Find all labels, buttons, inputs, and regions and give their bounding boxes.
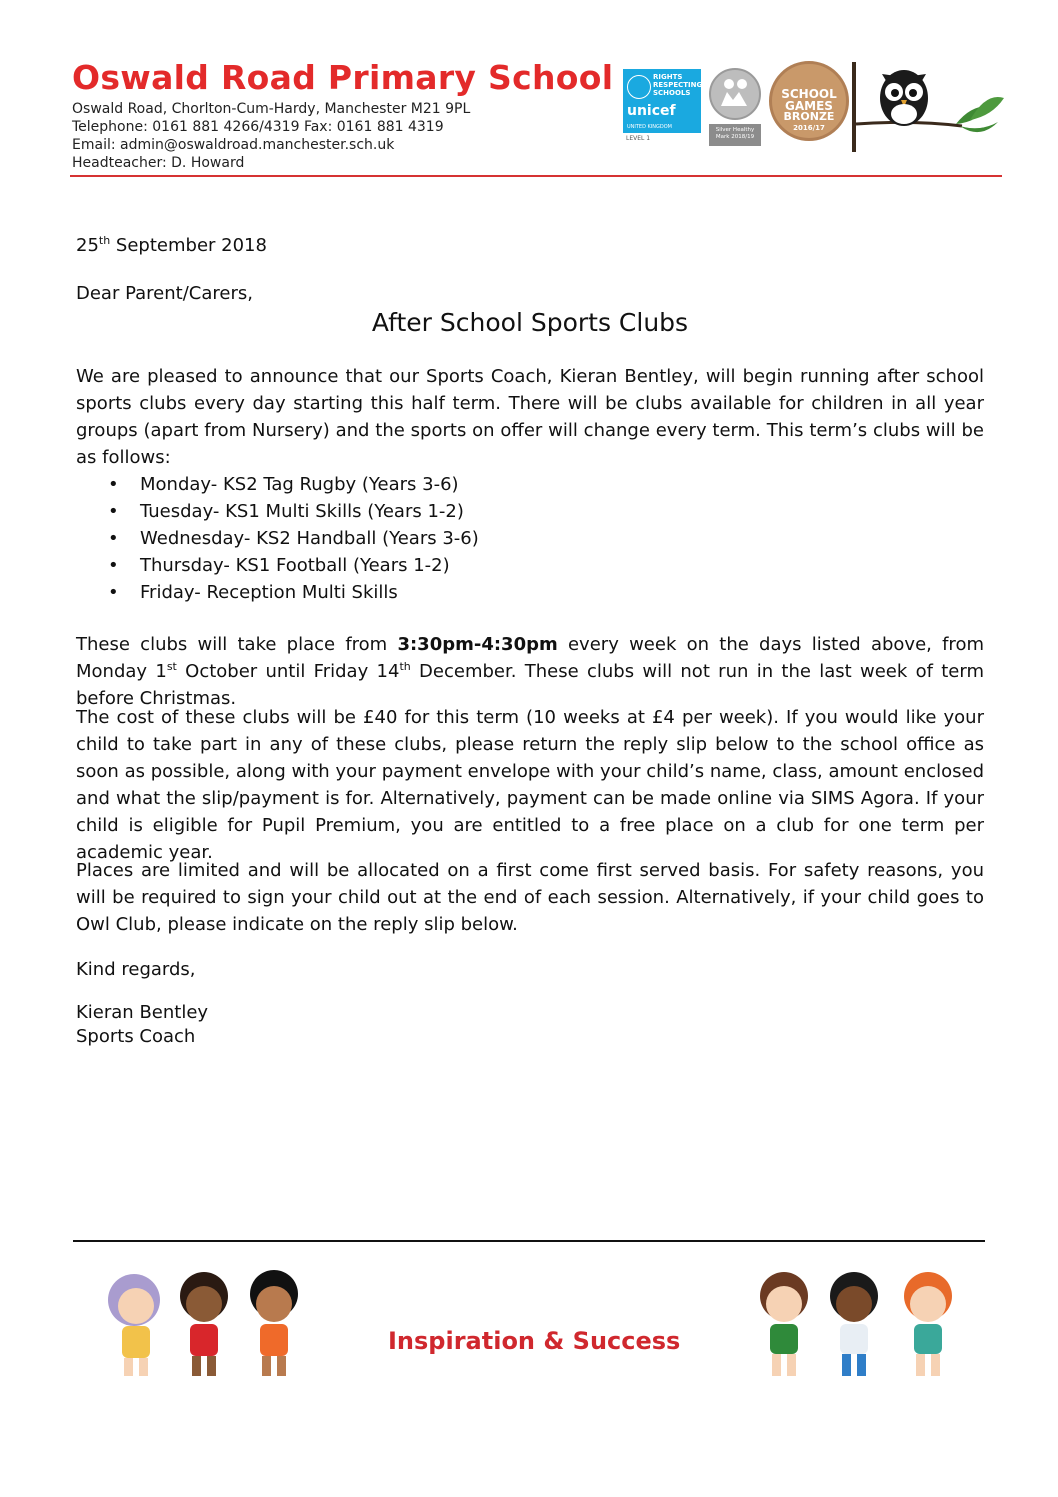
list-item — [76, 525, 676, 552]
date-rest: September 2018 — [110, 235, 267, 256]
sign-off: Kind regards, — [76, 959, 196, 980]
healthy-mark-badge-icon — [709, 68, 761, 120]
letter-title: After School Sports Clubs — [371, 308, 689, 337]
greeting: Dear Parent/Carers, — [76, 283, 253, 304]
unicef-rights-respecting-badge — [623, 69, 701, 133]
list-item — [76, 471, 676, 498]
unicef-badge-text: RIGHTS RESPECTING SCHOOLS — [653, 73, 703, 97]
globe-icon — [627, 75, 651, 99]
footer-divider — [73, 1240, 985, 1242]
times-text-3: October until Friday 14 — [176, 661, 400, 682]
club-time: 3:30pm-4:30pm — [397, 634, 558, 655]
bullet-icon: • — [108, 501, 119, 522]
bullet-icon: • — [108, 555, 119, 576]
owl-on-branch-logo — [852, 62, 1007, 154]
club-friday: Friday- Reception Multi Skills — [140, 582, 398, 603]
times-sup-2: th — [399, 660, 411, 673]
times-paragraph — [76, 631, 984, 712]
date-suffix: th — [98, 234, 111, 247]
unicef-level: LEVEL 1 — [626, 135, 651, 142]
unicef-sub: UNITED KINGDOM — [627, 124, 672, 130]
cost-paragraph: The cost of these clubs will be £40 for this term (10 weeks at £4 per week). If you would like your child to take part in any of these clubs, please return the reply slip below to the school office as soon as possible, along with your payment envelope with your child’s name, class, amount enclosed and what the slip/payment is for. Alternatively, payment can be made online via SIMS Agora. If your child is eligible for Pupil Premium, you are entitled to a free place on a club for one term per academic year. — [76, 707, 984, 863]
games-level: BRONZE — [783, 110, 835, 123]
times-text-4: December. These clubs will not run in the last week of term before Christmas. — [76, 661, 984, 709]
list-item — [76, 498, 676, 525]
school-address: Oswald Road, Chorlton-Cum-Hardy, Manchester M21 9PL — [72, 101, 471, 117]
games-year: 2016/17 — [793, 124, 825, 132]
cartoon-children-left-illustration — [96, 1266, 312, 1384]
school-games-bronze-badge — [769, 61, 849, 141]
intro-paragraph: We are pleased to announce that our Sports Coach, Kieran Bentley, will begin running after school sports clubs every day starting this half term. There will be clubs available for children in all year groups (apart from Nursery) and the sports on offer will change every term. This term’s clubs will be as follows: — [76, 366, 984, 468]
games-title: SCHOOL GAMES — [781, 87, 837, 113]
sport-figures-icon — [711, 70, 759, 118]
club-list — [76, 471, 676, 606]
places-paragraph: Places are limited and will be allocated on a first come first served basis. For safety reasons, you will be required to sign your child out at the end of each session. Alternatively, if your child goes to Owl Club, please indicate on the reply slip below. — [76, 860, 984, 935]
times-sup-1: st — [166, 660, 177, 673]
date-day: 25 — [76, 235, 99, 256]
cartoon-children-right-illustration — [748, 1266, 966, 1388]
school-name: Oswald Road Primary School — [72, 58, 614, 97]
healthy-mark-label: Silver Healthy Mark 2018/19 — [709, 124, 761, 146]
school-headteacher: Headteacher: D. Howard — [72, 155, 245, 171]
times-text-1: These clubs will take place from — [76, 634, 398, 655]
header-divider — [70, 175, 1002, 177]
signatory-role: Sports Coach — [76, 1026, 196, 1047]
bullet-icon: • — [108, 474, 119, 495]
bullet-icon: • — [108, 528, 119, 549]
school-telephone: Telephone: 0161 881 4266/4319 Fax: 0161 881 4319 — [72, 119, 444, 135]
footer-slogan: Inspiration & Success — [388, 1327, 681, 1355]
club-monday: Monday- KS2 Tag Rugby (Years 3-6) — [140, 474, 459, 495]
club-tuesday: Tuesday- KS1 Multi Skills (Years 1-2) — [140, 501, 464, 522]
club-wednesday: Wednesday- KS2 Handball (Years 3-6) — [140, 528, 479, 549]
bullet-icon: • — [108, 582, 119, 603]
letter-date — [76, 232, 984, 259]
list-item — [76, 579, 676, 606]
list-item — [76, 552, 676, 579]
unicef-name: unicef — [627, 103, 676, 119]
signatory-name: Kieran Bentley — [76, 1002, 209, 1023]
school-email: Email: admin@oswaldroad.manchester.sch.uk — [72, 137, 395, 153]
club-thursday: Thursday- KS1 Football (Years 1-2) — [140, 555, 450, 576]
times-text-2: every week on the days listed above, from Monday 1 — [76, 634, 984, 682]
